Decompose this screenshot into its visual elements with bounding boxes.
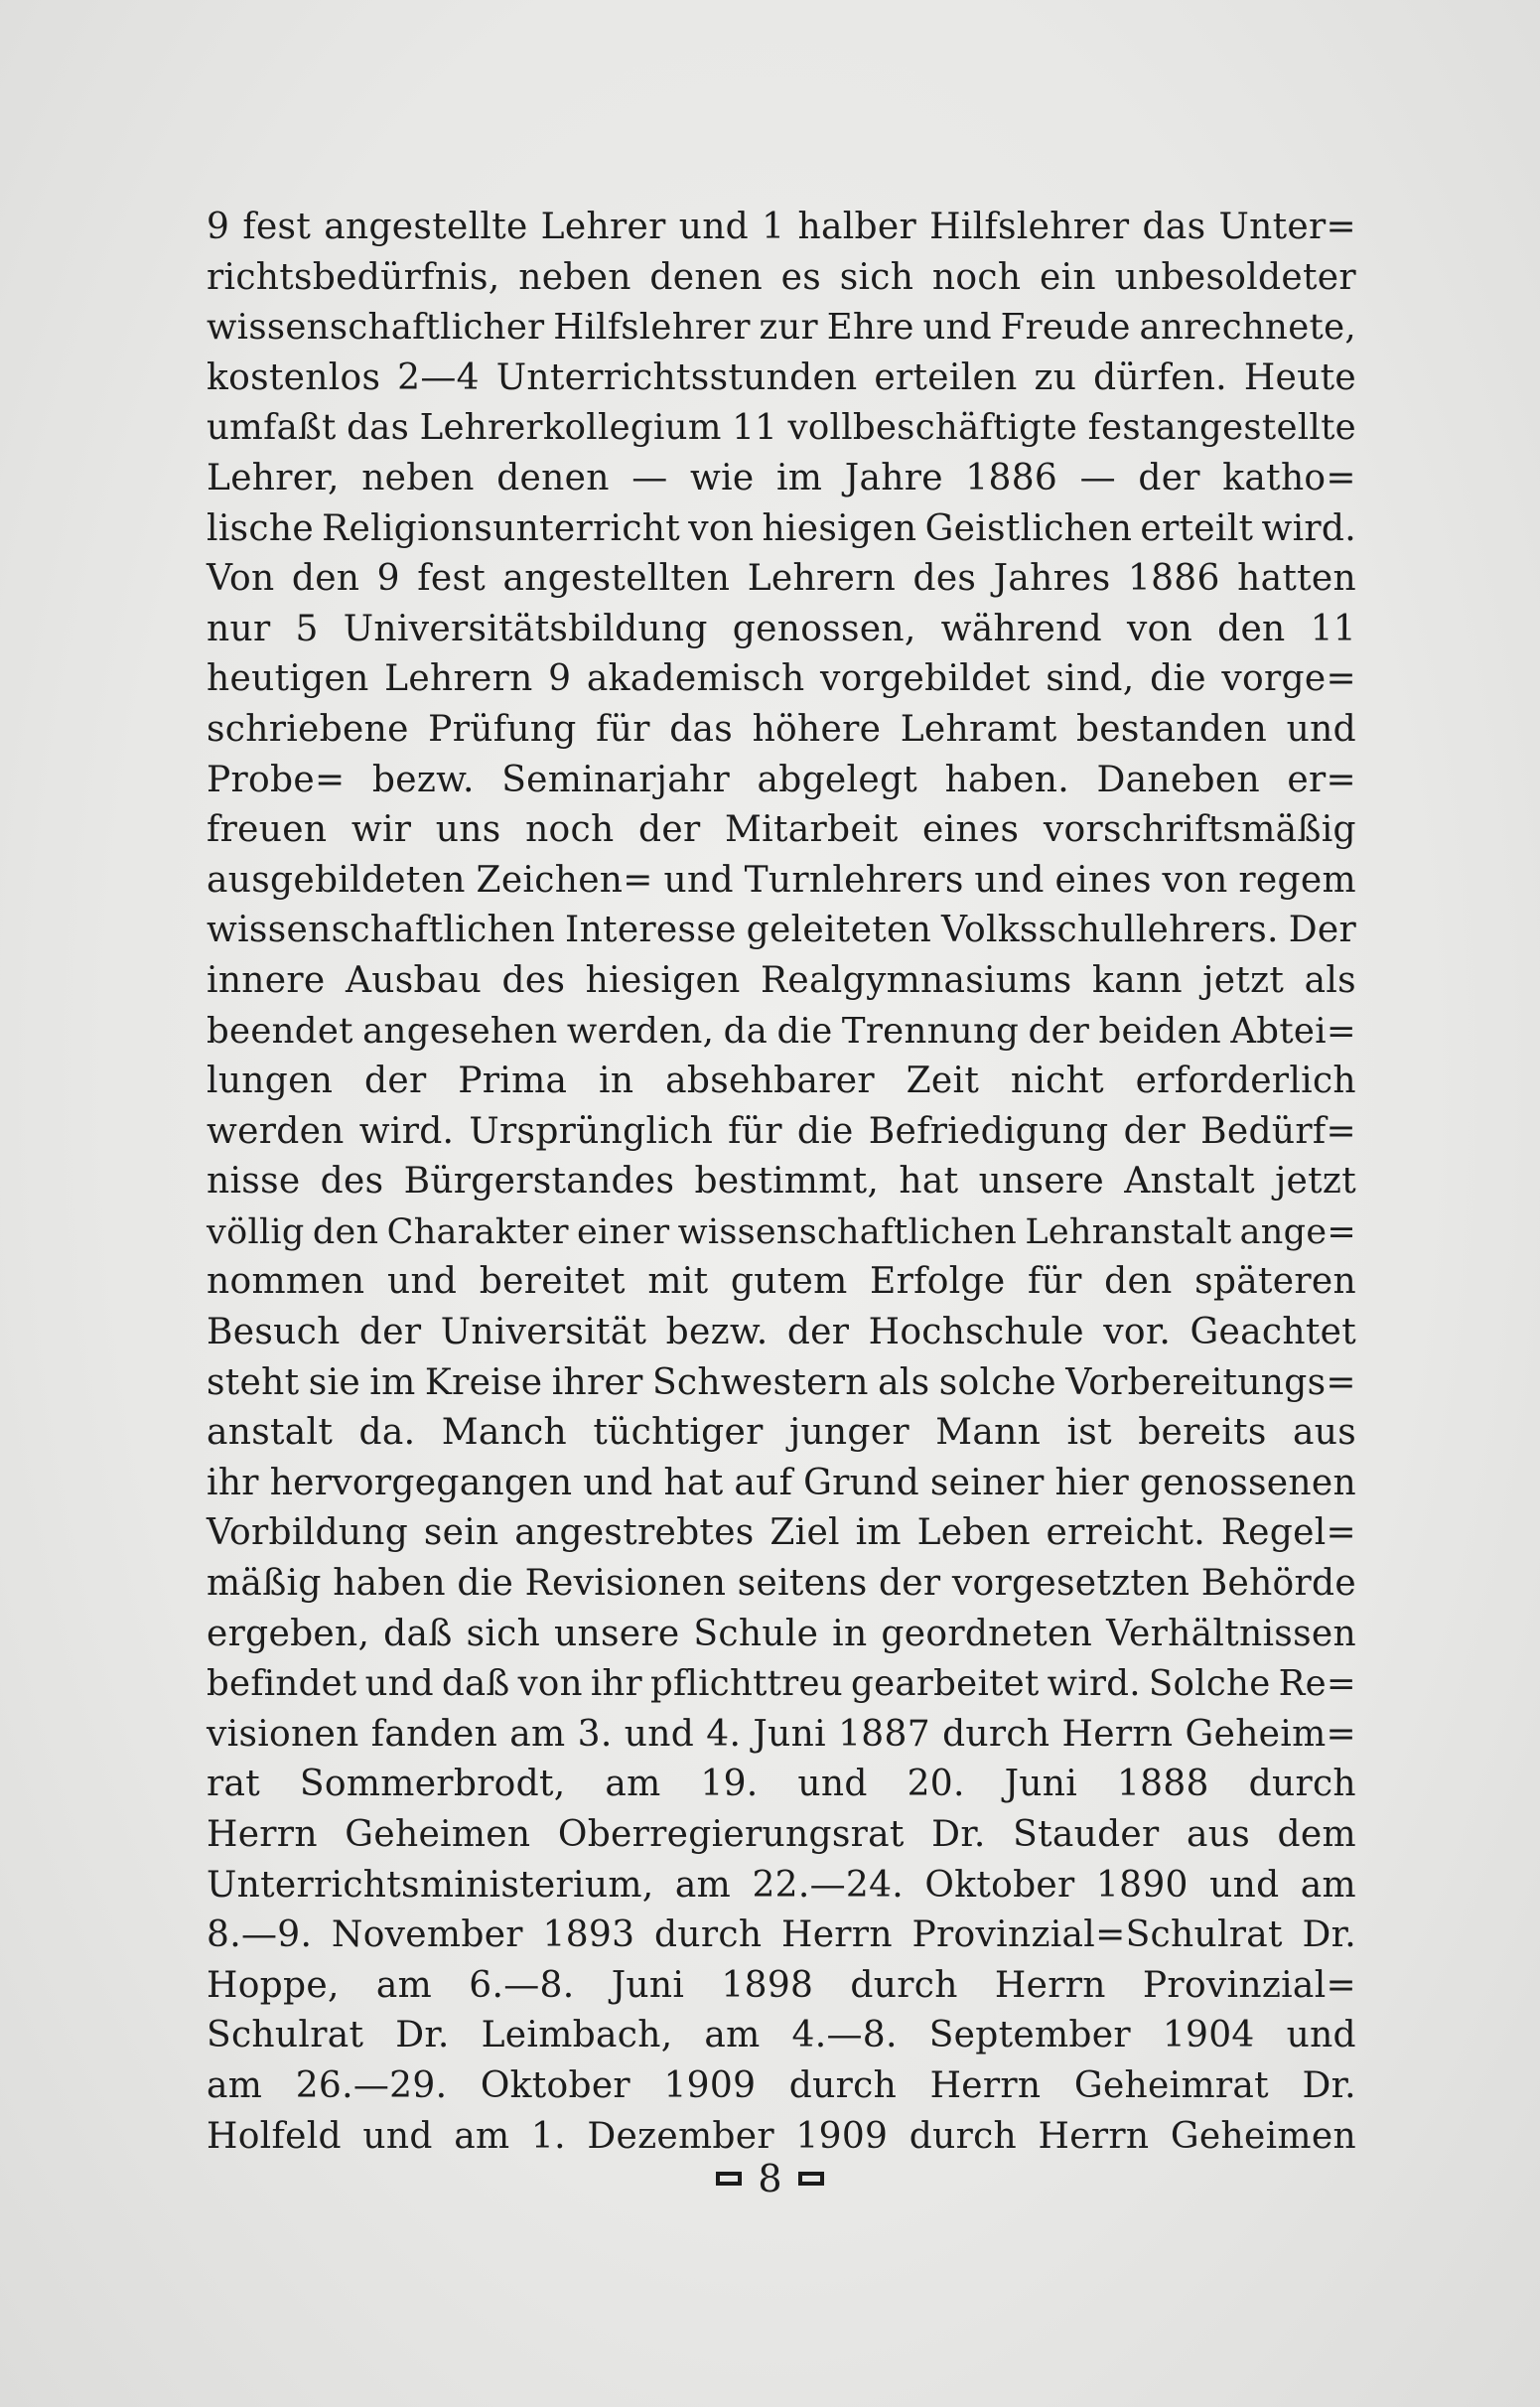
text-line: anstalt da. Manch tüchtiger junger Mann ist bereits aus <box>207 1412 1356 1454</box>
body-text <box>207 203 1356 2162</box>
text-line: beendet angesehen werden, da die Trennung der beiden Abtei= <box>207 1010 1356 1052</box>
page-footer <box>0 2157 1540 2200</box>
text-line: innere Ausbau des hiesigen Realgymnasiums kann jetzt als <box>207 959 1356 1001</box>
text-line: umfaßt das Lehrerkollegium 11 vollbeschäftigte festangestellte <box>207 407 1356 449</box>
text-line: Besuch der Universität bezw. der Hochschule vor. Geachtet <box>207 1312 1356 1353</box>
text-line: 8.—9. November 1893 durch Herrn Provinzial=Schulrat Dr. <box>207 1914 1356 1956</box>
text-line: nommen und bereitet mit gutem Erfolge für den späteren <box>207 1261 1356 1303</box>
text-line: Probe= bezw. Seminarjahr abgelegt haben. Daneben er= <box>207 759 1356 800</box>
text-line: befindet und daß von ihr pflichttreu gearbeitet wird. Solche Re= <box>207 1663 1356 1705</box>
text-line: nur 5 Universitätsbildung genossen, während von den 11 <box>207 608 1356 649</box>
text-line: ausgebildeten Zeichen= und Turnlehrers und eines von regem <box>207 859 1356 901</box>
text-line: Schulrat Dr. Leimbach, am 4.—8. September 1904 und <box>207 2015 1356 2056</box>
text-line: freuen wir uns noch der Mitarbeit eines vorschriftsmäßig <box>207 809 1356 851</box>
left-box-ornament-icon <box>716 2172 742 2186</box>
text-line: mäßig haben die Revisionen seitens der vorgesetzten Behörde <box>207 1563 1356 1605</box>
text-line: kostenlos 2—4 Unterrichtsstunden erteilen zu dürfen. Heute <box>207 356 1356 398</box>
text-line: richtsbedürfnis, neben denen es sich noch ein unbesoldeter <box>207 256 1356 298</box>
text-line: Herrn Geheimen Oberregierungsrat Dr. Stauder aus dem <box>207 1814 1356 1855</box>
text-line: lungen der Prima in absehbarer Zeit nicht erforderlich <box>207 1061 1356 1102</box>
text-line: steht sie im Kreise ihrer Schwestern als solche Vorbereitungs= <box>207 1361 1356 1403</box>
text-line: Hoppe, am 6.—8. Juni 1898 durch Herrn Provinzial= <box>207 1964 1356 2006</box>
text-line: 9 fest angestellte Lehrer und 1 halber Hilfslehrer das Unter= <box>207 207 1356 247</box>
text-line: nisse des Bürgerstandes bestimmt, hat unsere Anstalt jetzt <box>207 1161 1356 1203</box>
text-line: Unterrichtsministerium, am 22.—24. Oktober 1890 und am <box>207 1864 1356 1906</box>
text-line: lische Religionsunterricht von hiesigen Geistlichen erteilt wird. <box>207 507 1356 549</box>
text-line: wissenschaftlicher Hilfslehrer zur Ehre und Freude anrechnete, <box>207 307 1356 349</box>
text-line: Lehrer, neben denen — wie im Jahre 1886 — der katho= <box>207 457 1356 498</box>
text-line: am 26.—29. Oktober 1909 durch Herrn Geheimrat Dr. <box>207 2064 1356 2106</box>
right-box-ornament-icon <box>798 2172 824 2186</box>
text-line: rat Sommerbrodt, am 19. und 20. Juni 1888 durch <box>207 1764 1356 1805</box>
text-line: ihr hervorgegangen und hat auf Grund seiner hier genossenen <box>207 1462 1356 1503</box>
text-line: visionen fanden am 3. und 4. Juni 1887 durch Herrn Geheim= <box>207 1713 1356 1755</box>
text-line: heutigen Lehrern 9 akademisch vorgebildet sind, die vorge= <box>207 658 1356 700</box>
page-number: 8 <box>758 2157 782 2200</box>
text-line: wissenschaftlichen Interesse geleiteten Volksschullehrers. Der <box>207 910 1356 951</box>
text-line: ergeben, daß sich unsere Schule in geordneten Verhältnissen <box>207 1613 1356 1654</box>
text-line: völlig den Charakter einer wissenschaftlichen Lehranstalt ange= <box>207 1211 1356 1252</box>
text-line: Holfeld und am 1. Dezember 1909 durch Herrn Geheimen <box>207 2115 1356 2157</box>
text-line: Von den 9 fest angestellten Lehrern des Jahres 1886 hatten <box>207 558 1356 600</box>
text-line: werden wird. Ursprünglich für die Befriedigung der Bedürf= <box>207 1110 1356 1152</box>
text-line: Vorbildung sein angestrebtes Ziel im Leben erreicht. Regel= <box>207 1512 1356 1554</box>
text-line: schriebene Prüfung für das höhere Lehramt bestanden und <box>207 708 1356 750</box>
